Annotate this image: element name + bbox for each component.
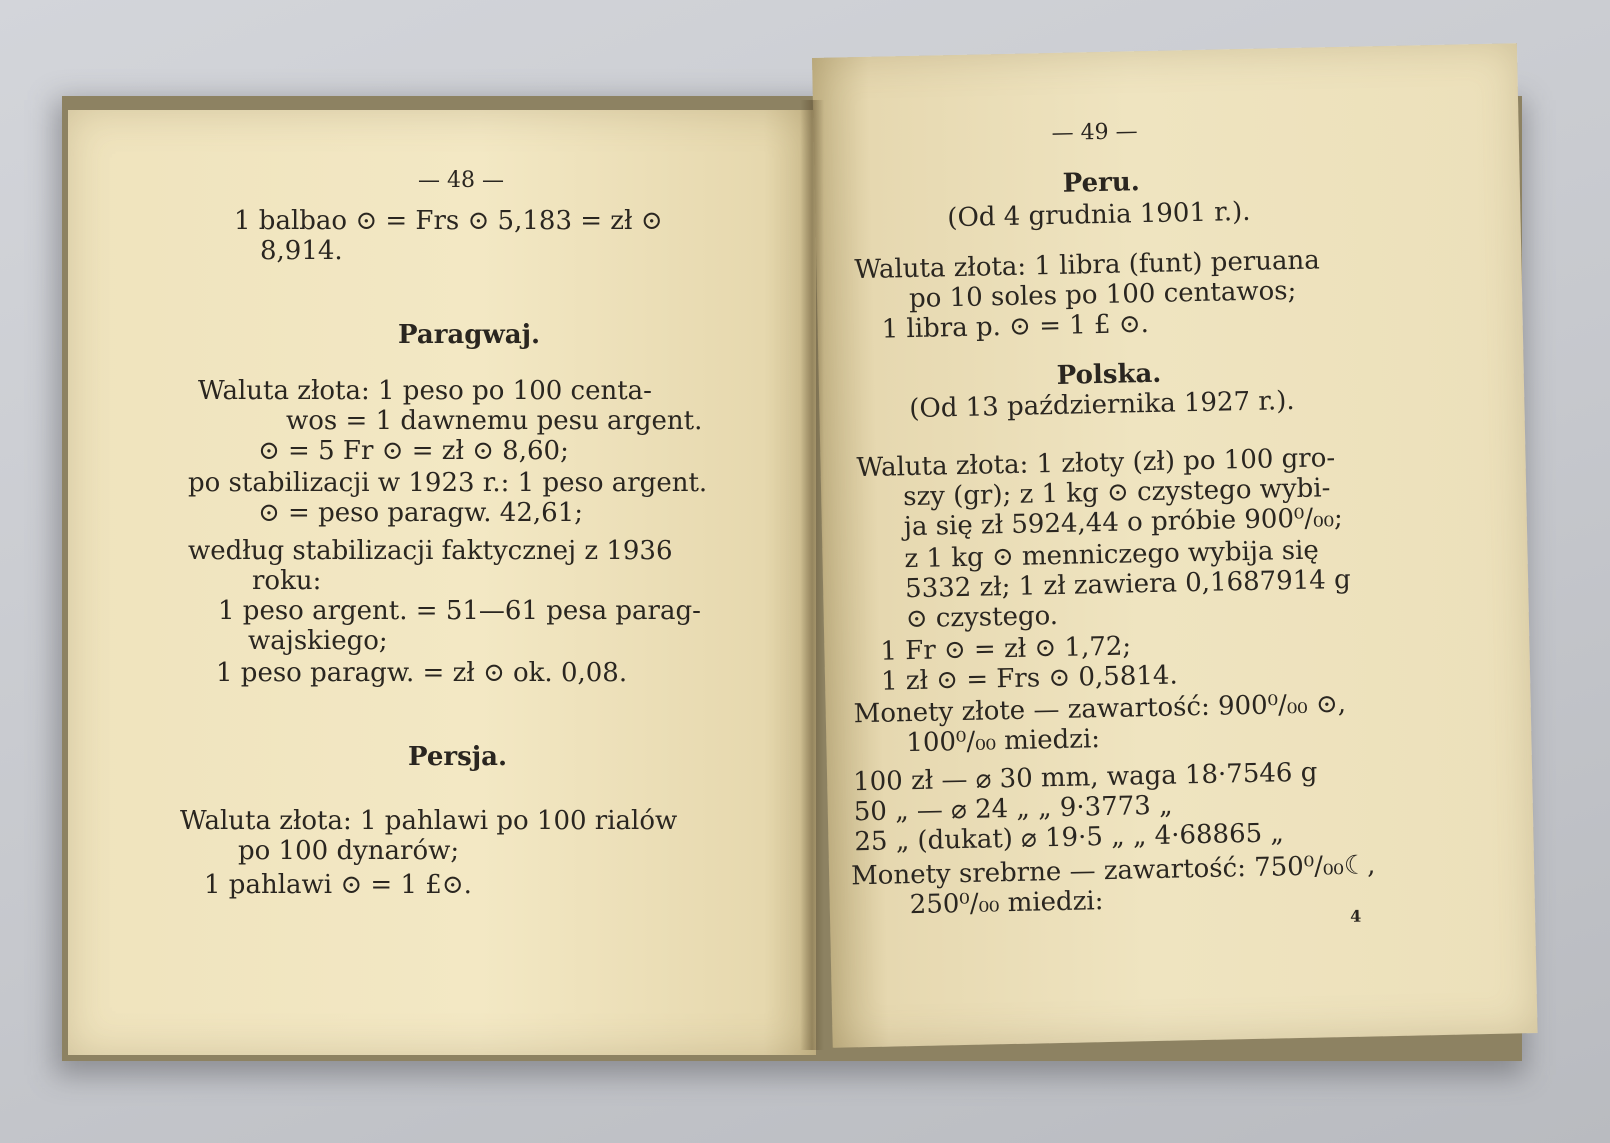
text-line: 1 libra p. ⊙ = 1 £ ⊙. [881, 309, 1150, 345]
text-line: ⊙ = 5 Fr ⊙ = zł ⊙ 8,60; [258, 436, 569, 466]
section-heading: Persja. [408, 742, 508, 772]
text-line: 8,914. [260, 236, 343, 266]
left-page [68, 110, 816, 1055]
text-line: 1 peso paragw. = zł ⊙ ok. 0,08. [216, 658, 628, 688]
right-page [812, 43, 1538, 1048]
text-line: szy (gr); z 1 kg ⊙ czystego wybi- [902, 473, 1331, 513]
page-number: — 49 — [1051, 119, 1138, 146]
text-line: wos = 1 dawnemu pesu argent. [286, 406, 703, 436]
text-line: Waluta złota: 1 pahlawi po 100 rialów [180, 806, 678, 836]
book-gutter [800, 100, 824, 1050]
table-row: 50 „ — ⌀ 24 „ „ 9·3773 „ [853, 790, 1173, 828]
signature-mark: 4 [1349, 906, 1362, 926]
text-line: Monety srebrne — zawartość: 750⁰/₀₀☾, [850, 850, 1376, 892]
section-heading: Polska. [1056, 358, 1162, 391]
text-line: według stabilizacji faktycznej z 1936 [188, 536, 673, 566]
text-line: ja się zł 5924,44 o próbie 900⁰/₀₀; [903, 502, 1344, 543]
text-line: 1 peso argent. = 51—61 pesa parag- [218, 596, 701, 626]
text-line: 1 balbao ⊙ = Frs ⊙ 5,183 = zł ⊙ [234, 206, 663, 236]
text-line: roku: [252, 566, 322, 596]
text-line: 1 zł ⊙ = Frs ⊙ 0,5814. [880, 660, 1178, 697]
table-row: 25 „ (dukat) ⌀ 19·5 „ „ 4·68865 „ [854, 818, 1285, 858]
text-line: 5332 zł; 1 zł zawiera 0,1687914 g [904, 564, 1352, 605]
text-line: Monety złote — zawartość: 900⁰/₀₀ ⊙, [853, 688, 1347, 730]
text-line: 250⁰/₀₀ miedzi: [909, 886, 1104, 921]
section-heading: Paragwaj. [398, 320, 541, 350]
text-line: ⊙ czystego. [905, 600, 1059, 635]
text-line: wajskiego; [248, 626, 388, 656]
text-line: (Od 13 października 1927 r.). [909, 385, 1295, 425]
page-number: — 48 — [418, 168, 504, 193]
text-line: 100⁰/₀₀ miedzi: [906, 724, 1101, 759]
text-line: (Od 4 grudnia 1901 r.). [947, 196, 1251, 234]
table-row: 100 zł — ⌀ 30 mm, waga 18·7546 g [852, 757, 1318, 798]
text-line: ⊙ = peso paragw. 42,61; [258, 498, 583, 528]
text-line: 1 pahlawi ⊙ = 1 £⊙. [204, 870, 472, 900]
text-line: 1 Fr ⊙ = zł ⊙ 1,72; [880, 631, 1132, 667]
text-line: z 1 kg ⊙ menniczego wybija się [904, 535, 1320, 575]
text-line: po 100 dynarów; [238, 836, 460, 866]
text-line: Waluta złota: 1 peso po 100 centa- [198, 376, 652, 406]
text-line: Waluta złota: 1 złoty (zł) po 100 gro- [856, 443, 1336, 484]
text-line: Waluta złota: 1 libra (funt) peruana [854, 245, 1321, 286]
section-heading: Peru. [1062, 167, 1141, 199]
text-line: po 10 soles po 100 centawos; [908, 275, 1297, 315]
text-line: po stabilizacji w 1923 r.: 1 peso argent. [188, 468, 708, 498]
